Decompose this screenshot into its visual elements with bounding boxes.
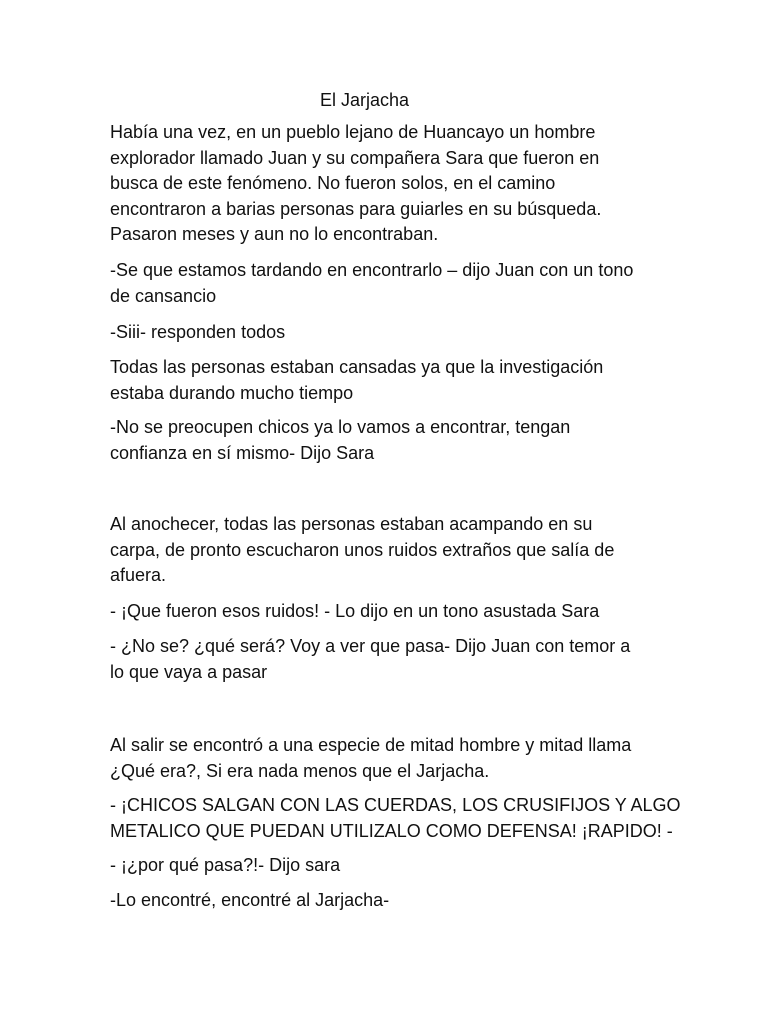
text-line: estaba durando mucho tiempo	[110, 382, 354, 403]
paragraph-narration	[110, 355, 670, 406]
text-line: -Se que estamos tardando en encontrarlo – dijo Juan con un tono	[110, 260, 634, 280]
text-line: - ¿No se? ¿qué será? Voy a ver que pasa- Dijo Juan con temor a	[110, 636, 631, 656]
text-line: de cansancio	[110, 285, 217, 306]
text-line: - ¡¿por qué pasa?!- Dijo sara	[110, 855, 341, 875]
document-title: El Jarjacha	[320, 90, 410, 110]
text-line: busca de este fenómeno. No fueron solos, en el camino	[110, 173, 556, 193]
text-line: -No se preocupen chicos ya lo vamos a encontrar, tengan	[110, 417, 571, 437]
paragraph-dialogue-found	[110, 888, 670, 914]
text-line: ¿Qué era?, Si era nada menos que el Jarjacha.	[110, 760, 490, 781]
text-line: Al salir se encontró a una especie de mitad hombre y mitad llama	[110, 735, 632, 755]
text-line: encontraron a barias personas para guiarles en su búsqueda.	[110, 198, 602, 219]
text-line: -Lo encontré, encontré al Jarjacha-	[110, 890, 390, 910]
text-line: -Siii- responden todos	[110, 322, 286, 342]
text-line: Había una vez, en un pueblo lejano de Huancayo un hombre	[110, 122, 596, 142]
paragraph-encounter	[110, 733, 670, 784]
paragraph-dialogue-juan	[110, 258, 670, 309]
text-line: confianza en sí mismo- Dijo Sara	[110, 442, 375, 463]
paragraph-dialogue-sara	[110, 415, 670, 466]
paragraph-dialogue-juan-fear	[110, 634, 670, 685]
text-line: METALICO QUE PUEDAN UTILIZALO COMO DEFENSA! ¡RAPIDO! -	[110, 820, 673, 841]
paragraph-dialogue-sara-question	[110, 853, 670, 879]
paragraph-dialogue-shout	[110, 793, 681, 844]
text-line: lo que vaya a pasar	[110, 661, 268, 682]
text-line: - ¡Que fueron esos ruidos! - Lo dijo en un tono asustada Sara	[110, 601, 600, 621]
text-line: afuera.	[110, 565, 167, 585]
text-line: Todas las personas estaban cansadas ya que la investigación	[110, 357, 604, 377]
paragraph-night	[110, 512, 670, 589]
text-line: explorador llamado Juan y su compañera Sara que fueron en	[110, 147, 600, 168]
text-line: - ¡CHICOS SALGAN CON LAS CUERDAS, LOS CRUSIFIJOS Y ALGO	[110, 795, 681, 815]
text-line: Al anochecer, todas las personas estaban acampando en su	[110, 514, 593, 534]
text-line: Pasaron meses y aun no lo encontraban.	[110, 224, 439, 244]
text-line: carpa, de pronto escucharon unos ruidos extraños que salía de	[110, 539, 615, 560]
paragraph-dialogue-todos	[110, 320, 670, 346]
paragraph-intro	[110, 120, 670, 248]
paragraph-dialogue-noises	[110, 599, 670, 625]
